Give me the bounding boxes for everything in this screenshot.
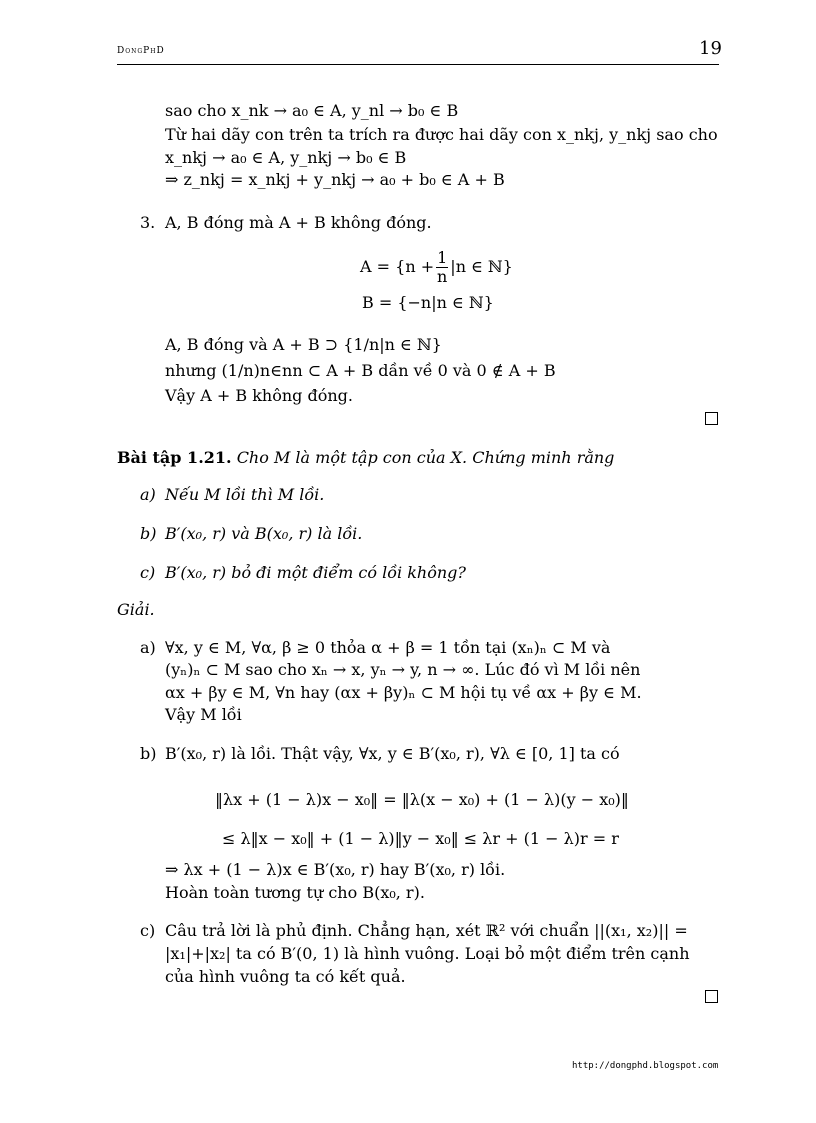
list-label: a) [140, 638, 156, 657]
text-line: ⇒ λx + (1 − λ)x ∈ B′(x₀, r) hay B′(x₀, r) lồi. [165, 860, 506, 879]
footer-url[interactable]: http://dongphd.blogspot.com [572, 1061, 719, 1071]
page-number: 19 [699, 38, 722, 59]
text-line: αx + βy ∈ M, ∀n hay (αx + βy)ₙ ⊂ M hội tụ về αx + βy ∈ M. [165, 683, 642, 702]
exercise-label: Bài tập 1.21. [117, 448, 232, 467]
equation-a-right: |n ∈ ℕ} [450, 257, 513, 276]
list-label: c) [140, 563, 156, 582]
text-line: |x₁|+|x₂| ta có B′(0, 1) là hình vuông. Loại bỏ một điểm trên cạnh [165, 944, 690, 963]
text-line: (yₙ)ₙ ⊂ M sao cho xₙ → x, yₙ → y, n → ∞. Lúc đó vì M lồi nên [165, 660, 641, 679]
equation-a-left: A = {n + [360, 257, 435, 276]
qed-box [705, 990, 718, 1003]
running-header-author: DongPhD [117, 46, 165, 56]
list-label: a) [140, 485, 156, 504]
fraction [436, 249, 448, 286]
qed-box [705, 412, 718, 425]
header-rule [117, 64, 719, 65]
list-label: b) [140, 744, 157, 763]
equation-line: ‖λx + (1 − λ)x − x₀‖ = ‖λ(x − x₀) + (1 − λ)(y − x₀)‖ [215, 790, 629, 809]
text-line: nhưng (1/n)n∈nn ⊂ A + B dần về 0 và 0 ∉ A + B [165, 361, 556, 380]
exercise-item: B′(x₀, r) và B(x₀, r) là lồi. [165, 524, 363, 543]
text-line: Từ hai dãy con trên ta trích ra được hai dãy con x_nkj, y_nkj sao cho [165, 125, 718, 144]
text-line: của hình vuông ta có kết quả. [165, 967, 406, 986]
list-label: b) [140, 524, 157, 543]
fraction-numerator: 1 [437, 248, 448, 267]
exercise-heading [117, 448, 614, 468]
exercise-statement: Cho M là một tập con của X. Chứng minh rằng [236, 448, 615, 467]
text-line: Vậy M lồi [165, 705, 242, 724]
list-label: c) [140, 921, 156, 940]
text-line: Hoàn toàn tương tự cho B(x₀, r). [165, 883, 425, 902]
text-line: sao cho x_nk → a₀ ∈ A, y_nl → b₀ ∈ B [165, 101, 459, 120]
solution-heading: Giải. [117, 600, 155, 619]
text-line: A, B đóng và A + B ⊃ {1/n|n ∈ ℕ} [165, 335, 442, 354]
exercise-item: Nếu M lồi thì M lồi. [165, 485, 325, 504]
list-number: 3. [140, 213, 156, 232]
text-line: ∀x, y ∈ M, ∀α, β ≥ 0 thỏa α + β = 1 tồn tại (xₙ)ₙ ⊂ M và [165, 638, 611, 657]
equation-b: B = {−n|n ∈ ℕ} [362, 293, 494, 312]
text-line: ⇒ z_nkj = x_nkj + y_nkj → a₀ + b₀ ∈ A + B [165, 170, 505, 189]
equation-a [360, 248, 513, 286]
fraction-denominator: n [437, 267, 448, 286]
text-line: B′(x₀, r) là lồi. Thật vậy, ∀x, y ∈ B′(x₀, r), ∀λ ∈ [0, 1] ta có [165, 744, 620, 763]
exercise-item: B′(x₀, r) bỏ đi một điểm có lồi không? [165, 563, 466, 582]
text-line: x_nkj → a₀ ∈ A, y_nkj → b₀ ∈ B [165, 148, 407, 167]
equation-line: ≤ λ‖x − x₀‖ + (1 − λ)‖y − x₀‖ ≤ λr + (1 − λ)r = r [222, 829, 619, 848]
text-line: Câu trả lời là phủ định. Chẳng hạn, xét ℝ² với chuẩn ||(x₁, x₂)|| = [165, 921, 688, 940]
text-line: A, B đóng mà A + B không đóng. [165, 213, 432, 232]
text-line: Vậy A + B không đóng. [165, 386, 353, 405]
